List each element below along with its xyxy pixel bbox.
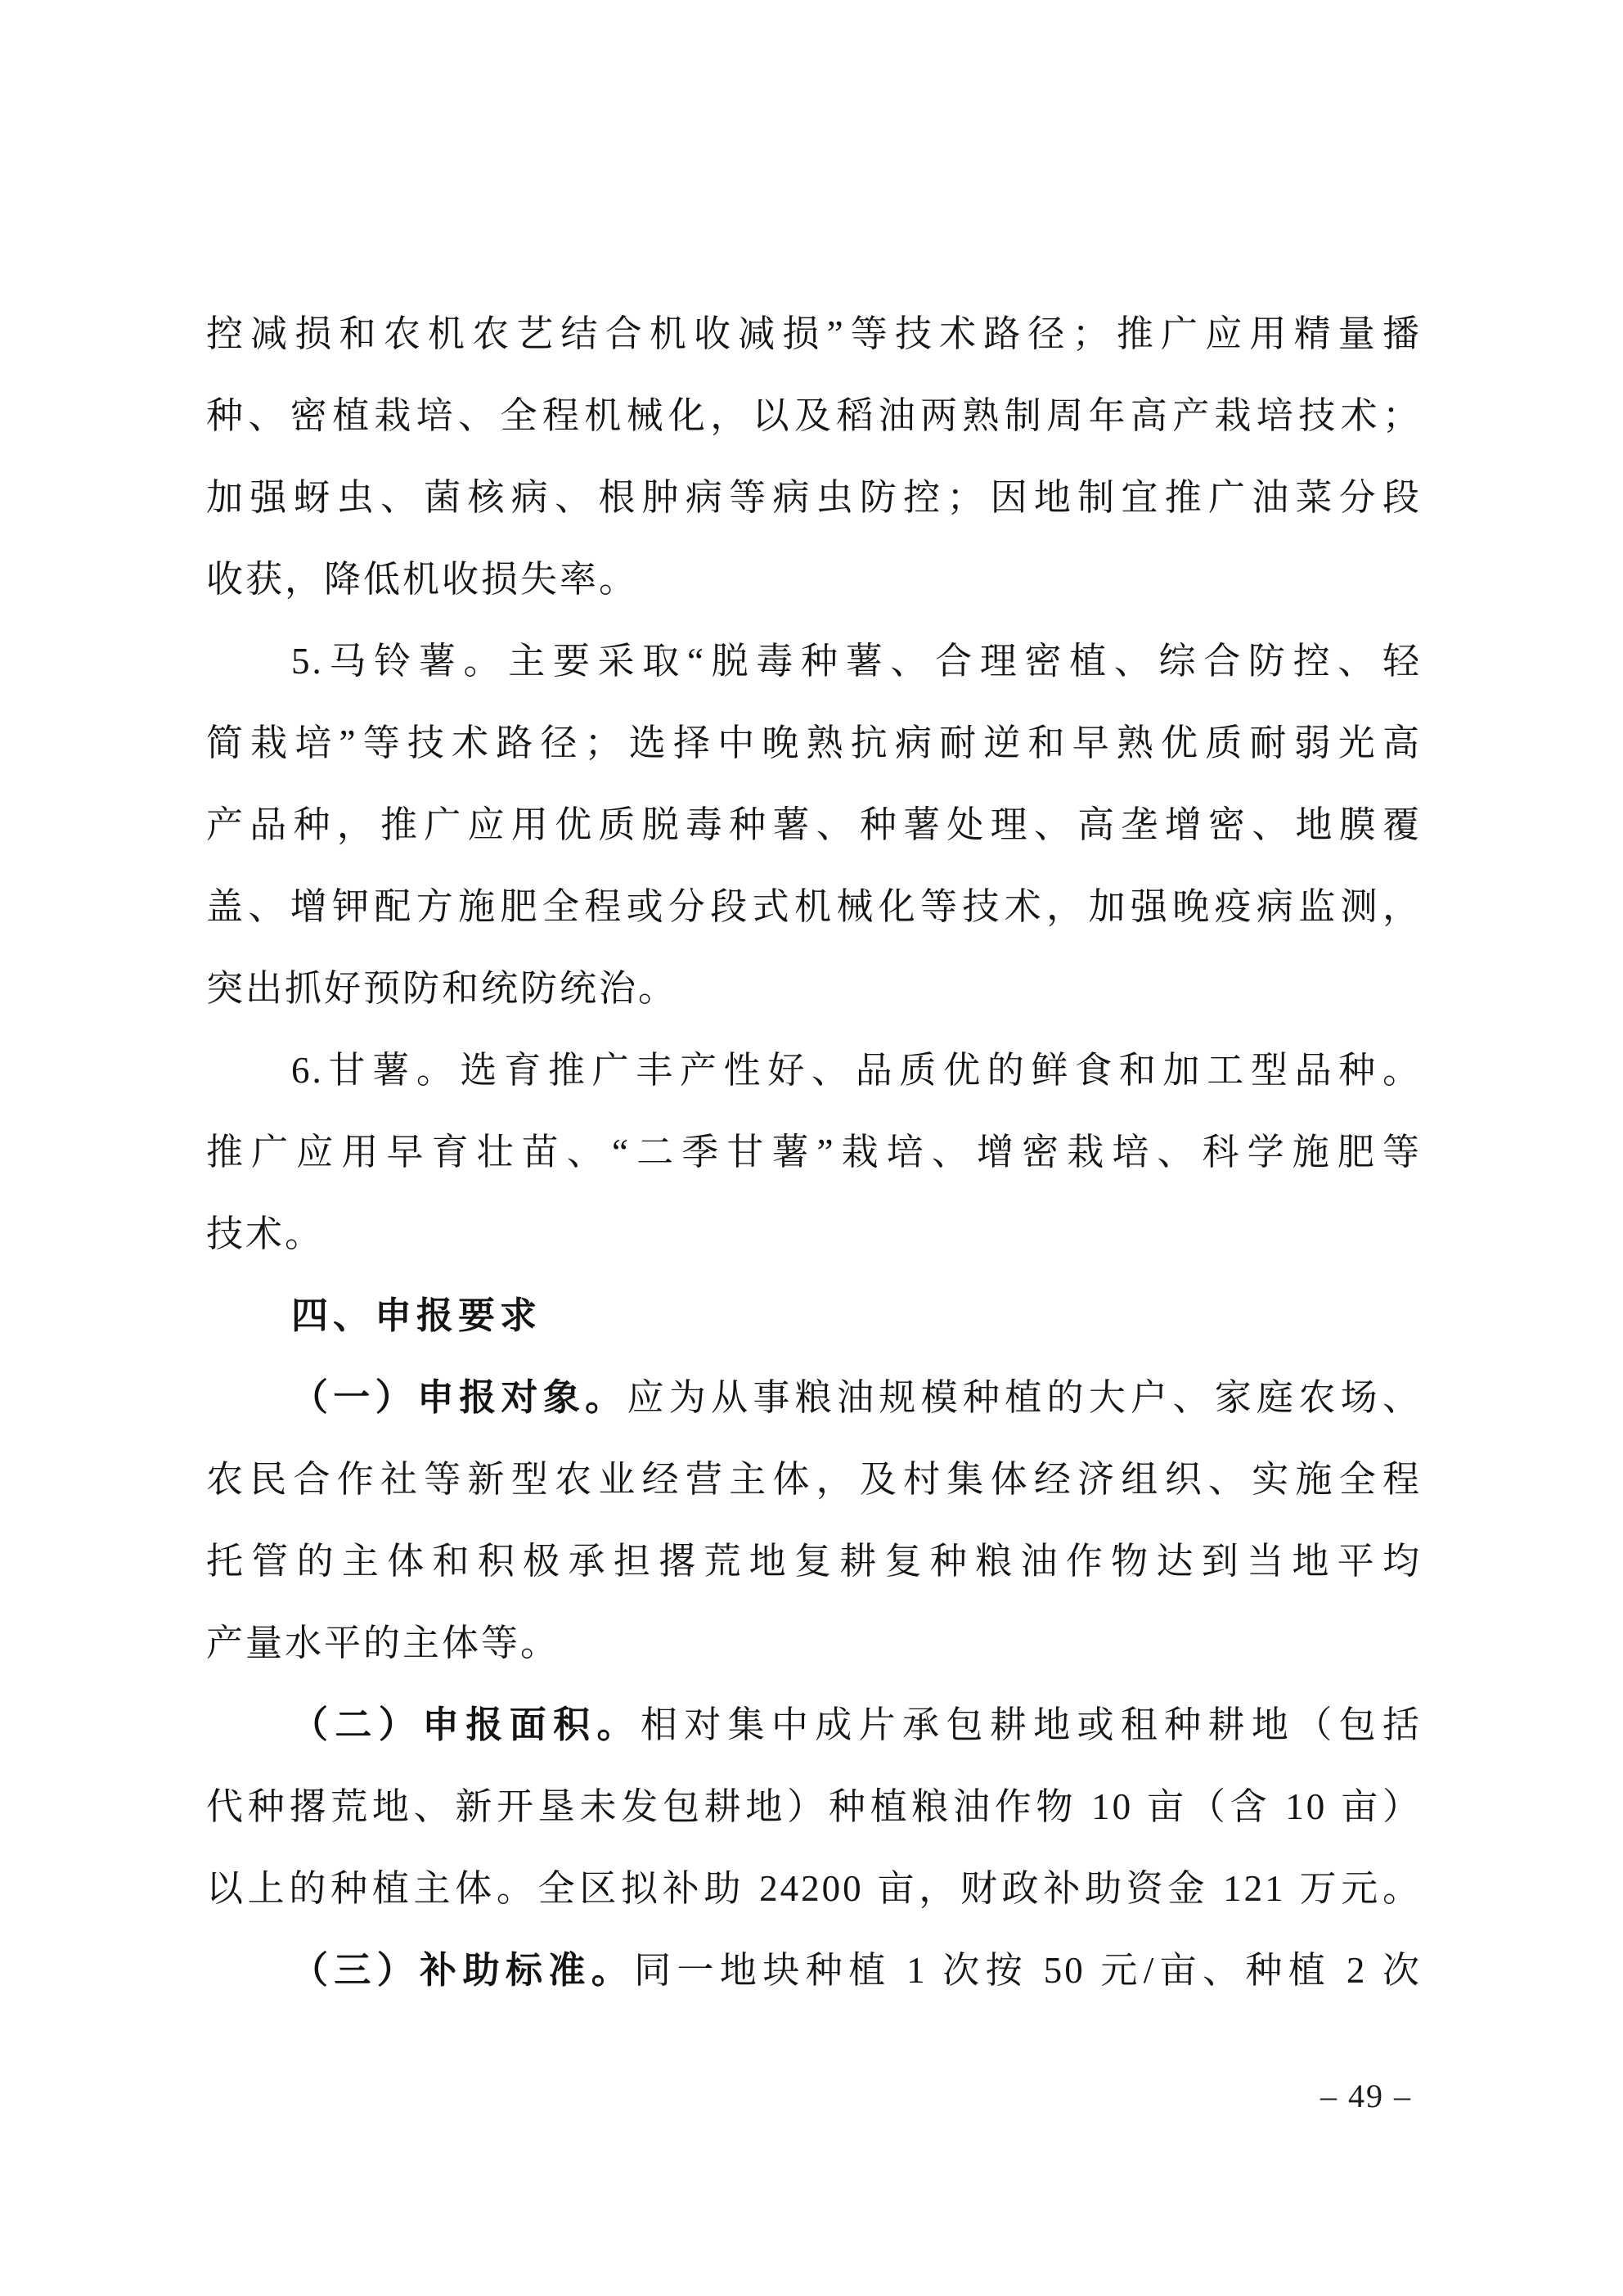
document-text-line: 产量水平的主体等。 — [206, 1623, 560, 1663]
section-heading: 四、申报要求 — [291, 1294, 542, 1336]
document-text-line: 控减损和农机农艺结合机收减损”等技术路径；推广应用精量播 — [206, 313, 1422, 354]
document-text-line: 加强蚜虫、菌核病、根肿病等病虫防控；因地制宜推广油菜分段 — [206, 477, 1422, 518]
document-text-line: 6.甘薯。选育推广丰产性好、品质优的鲜食和加工型品种。 — [291, 1050, 1422, 1091]
document-text-line: 突出抓好预防和统防统治。 — [206, 968, 678, 1009]
page-number: – 49 – — [1320, 2078, 1412, 2114]
document-text-line: （三）补助标准。同一地块种植 1 次按 50 元/亩、种植 2 次 — [291, 1950, 1422, 1991]
document-body — [206, 293, 1422, 2011]
document-text-line: 推广应用早育壮苗、“二季甘薯”栽培、增密栽培、科学施肥等 — [206, 1132, 1422, 1173]
document-text-line: 5.马铃薯。主要采取“脱毒种薯、合理密植、综合防控、轻 — [291, 641, 1422, 682]
document-text-line: 代种撂荒地、新开垦未发包耕地）种植粮油作物 10 亩（含 10 亩） — [206, 1786, 1422, 1827]
document-text-line: 产品种，推广应用优质脱毒种薯、种薯处理、高垄增密、地膜覆 — [206, 804, 1422, 845]
document-text-line: 农民合作社等新型农业经营主体，及村集体经济组织、实施全程 — [206, 1459, 1422, 1500]
document-text-line: 以上的种植主体。全区拟补助 24200 亩，财政补助资金 121 万元。 — [206, 1868, 1422, 1909]
document-text-line: （二）申报面积。相对集中成片承包耕地或租种耕地（包括 — [291, 1704, 1422, 1745]
document-text-line: 收获，降低机收损失率。 — [206, 559, 639, 600]
document-text-line: 简栽培”等技术路径；选择中晚熟抗病耐逆和早熟优质耐弱光高 — [206, 723, 1422, 763]
document-text-line: 种、密植栽培、全程机械化，以及稻油两熟制周年高产栽培技术； — [206, 395, 1422, 436]
document-text-line: （一）申报对象。应为从事粮油规模种植的大户、家庭农场、 — [291, 1377, 1422, 1418]
document-text-line: 盖、增钾配方施肥全程或分段式机械化等技术，加强晚疫病监测， — [206, 886, 1422, 927]
document-text-line: 托管的主体和积极承担撂荒地复耕复种粮油作物达到当地平均 — [206, 1541, 1422, 1582]
document-text-line: 技术。 — [206, 1213, 325, 1254]
